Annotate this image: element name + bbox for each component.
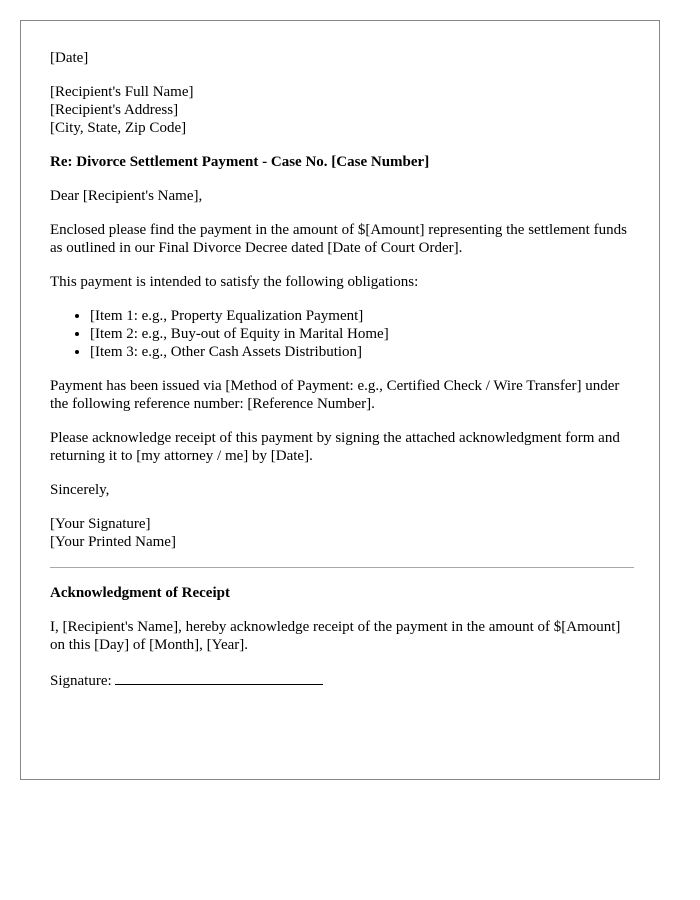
letter-date: [Date]	[50, 50, 89, 66]
recipient-block	[50, 83, 634, 137]
sender-printed-name: [Your Printed Name]	[50, 534, 176, 550]
letter-page	[20, 20, 660, 780]
obligation-item: • [Item 3: e.g., Other Cash Assets Distribution]	[90, 343, 634, 361]
signature-label: Signature:	[50, 673, 112, 689]
signature-line[interactable]	[115, 670, 323, 685]
obligations-intro: This payment is intended to satisfy the following obligations:	[50, 274, 419, 290]
salutation: Dear [Recipient's Name],	[50, 188, 203, 204]
signature-field	[50, 670, 634, 690]
obligation-item: • [Item 1: e.g., Property Equalization Payment]	[90, 307, 634, 325]
recipient-city-state-zip: [City, State, Zip Code]	[50, 120, 187, 136]
acknowledge-request: Please acknowledge receipt of this payment by signing the attached acknowledgment form and returning it to [my attorney / me] by [Date].	[50, 430, 620, 464]
signature-block	[50, 515, 634, 551]
sender-signature: [Your Signature]	[50, 516, 151, 532]
letter-subject: Re: Divorce Settlement Payment - Case No. [Case Number]	[50, 154, 430, 170]
obligation-item: • [Item 2: e.g., Buy-out of Equity in Marital Home]	[90, 325, 634, 343]
acknowledgment-text: I, [Recipient's Name], hereby acknowledge receipt of the payment in the amount of $[Amount] on this [Day] of [Month], [Year].	[50, 619, 621, 653]
section-divider	[50, 567, 634, 568]
recipient-name: [Recipient's Full Name]	[50, 84, 194, 100]
letter-content	[50, 49, 634, 706]
body-intro: Enclosed please find the payment in the amount of $[Amount] representing the settlement funds as outlined in our Final Divorce Decree dated [Date of Court Order].	[50, 222, 627, 256]
acknowledgment-heading: Acknowledgment of Receipt	[50, 585, 230, 601]
obligations-list	[50, 307, 634, 361]
recipient-address: [Recipient's Address]	[50, 102, 179, 118]
closing: Sincerely,	[50, 482, 110, 498]
payment-method: Payment has been issued via [Method of Payment: e.g., Certified Check / Wire Transfer] under the following reference number: [Reference Number].	[50, 378, 620, 412]
